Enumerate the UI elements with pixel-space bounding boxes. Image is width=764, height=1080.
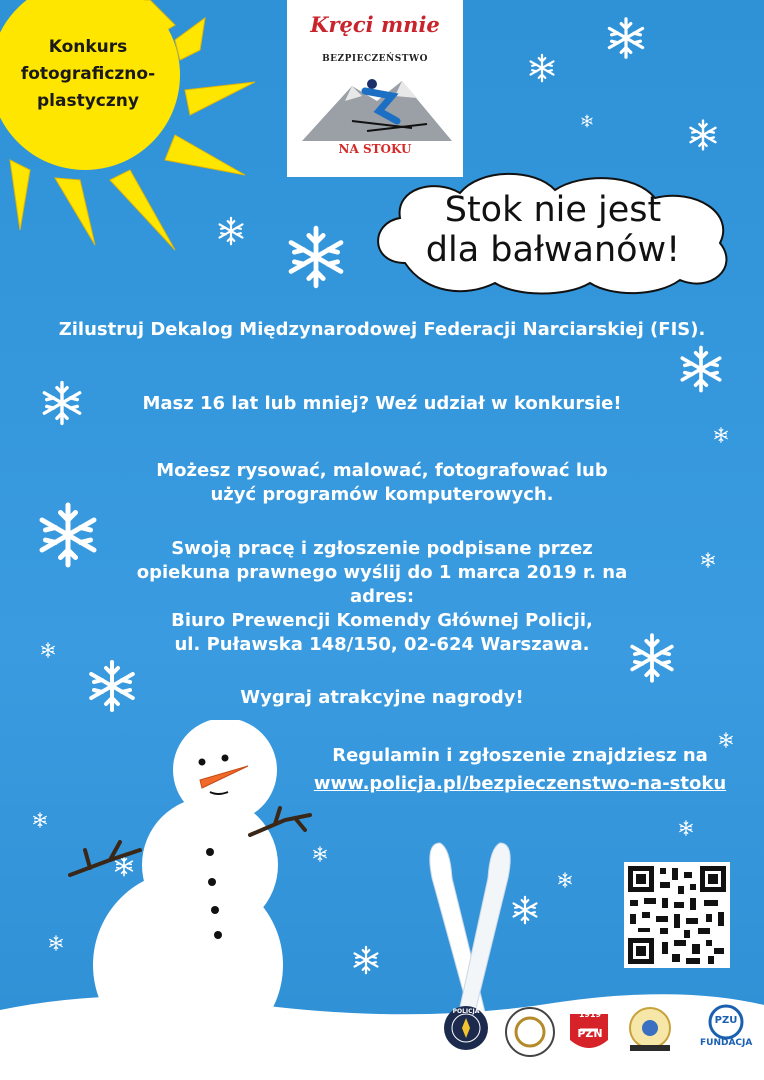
logo-subtitle: BEZPIECZEŃSTWO xyxy=(322,54,428,64)
police-label: POLICJA xyxy=(452,1008,480,1015)
qr-code-icon[interactable] xyxy=(624,862,730,968)
methods-line-2: użyć programów komputerowych. xyxy=(210,484,554,505)
sun-line-2: fotograficzno- xyxy=(20,64,156,84)
address-line-1: Biuro Prewencji Komendy Głównej Policji, xyxy=(171,610,593,631)
logo-bottom-text: NA STOKU xyxy=(338,142,412,156)
rules-link[interactable]: www.policja.pl/bezpieczenstwo-na-stoku xyxy=(313,773,727,794)
sports-logo-icon xyxy=(506,1008,554,1056)
sun-line-3: plastyczny xyxy=(37,91,139,111)
address-line-2: ul. Puławska 148/150, 02-624 Warszawa. xyxy=(174,634,590,655)
age-text: Masz 16 lat lub mniej? Weź udział w konkursie! xyxy=(142,393,622,414)
sun-line-1: Konkurs xyxy=(48,37,128,57)
pzn-label: PZN xyxy=(577,1027,603,1040)
methods-line-1: Możesz rysować, malować, fotografować lub xyxy=(156,460,608,481)
rules-link-wrap xyxy=(290,772,750,796)
fundacja-label: FUNDACJA xyxy=(700,1038,753,1048)
headline-line-1: Stok nie jest xyxy=(444,190,662,230)
submission-line-1: Swoją pracę i zgłoszenie podpisane przez xyxy=(171,538,593,559)
headline-line-2: dla bałwanów! xyxy=(425,230,681,270)
emblem-logo-icon xyxy=(630,1008,670,1051)
intro-text: Zilustruj Dekalog Międzynarodowej Federacji Narciarskiej (FIS). xyxy=(58,319,706,340)
submission-line-2: opiekuna prawnego wyślij do 1 marca 2019 r. na xyxy=(136,562,628,583)
logo-title: Kręci mnie xyxy=(310,12,440,37)
pzu-label: PZU xyxy=(714,1015,738,1026)
rules-text: Regulamin i zgłoszenie znajdziesz na xyxy=(332,745,708,766)
submission-text xyxy=(0,537,764,657)
prizes-text: Wygraj atrakcyjne nagrody! xyxy=(240,687,524,708)
submission-line-3: adres: xyxy=(349,586,415,607)
methods-text xyxy=(0,459,764,507)
pzn-year: 1919 xyxy=(578,1010,602,1019)
